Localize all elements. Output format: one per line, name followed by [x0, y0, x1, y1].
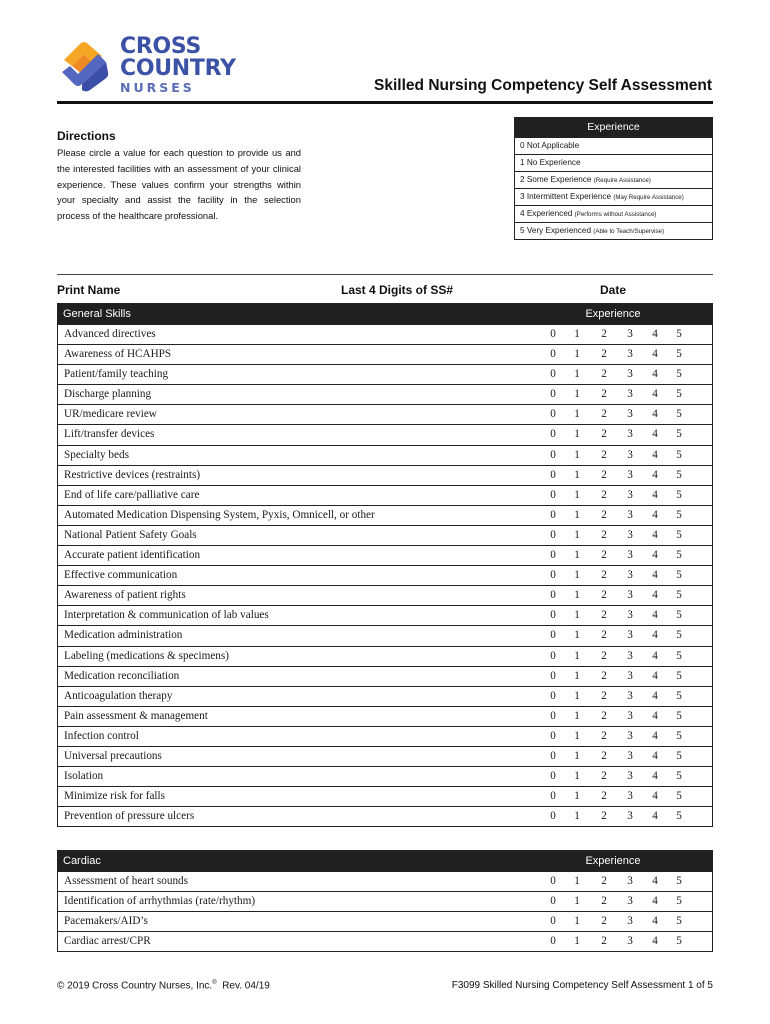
rating-option-4[interactable]: 4: [652, 669, 658, 682]
rating-option-0[interactable]: 0: [550, 488, 556, 501]
rating-option-5[interactable]: 5: [676, 749, 682, 762]
rating-option-4[interactable]: 4: [652, 328, 658, 340]
rating-option-3[interactable]: 3: [627, 749, 633, 762]
logo-text-nurses: NURSES: [120, 80, 195, 95]
rating-option-3[interactable]: 3: [627, 589, 633, 602]
rating-option-5[interactable]: 5: [676, 669, 682, 682]
skill-row: [58, 806, 712, 826]
skill-row: [58, 344, 712, 364]
skill-row: [58, 706, 712, 726]
rating-option-2[interactable]: 2: [601, 875, 607, 887]
section-title: General Skills: [63, 308, 131, 320]
skill-label: Medication administration: [64, 629, 183, 642]
rating-option-5[interactable]: 5: [676, 488, 682, 501]
rating-option-3[interactable]: 3: [627, 388, 633, 401]
skill-row: [58, 565, 712, 585]
logo-mark-icon: [58, 38, 112, 94]
rating-option-2[interactable]: 2: [601, 468, 607, 481]
rating-option-4[interactable]: 4: [652, 348, 658, 361]
rating-option-0[interactable]: 0: [550, 569, 556, 582]
skill-label: Interpretation & communication of lab values: [64, 609, 269, 622]
rating-option-5[interactable]: 5: [676, 770, 682, 783]
rating-option-5[interactable]: 5: [676, 649, 682, 662]
rating-option-3[interactable]: 3: [627, 915, 633, 928]
rating-option-5[interactable]: 5: [676, 368, 682, 381]
skill-row: [58, 726, 712, 746]
skill-row: [58, 445, 712, 465]
rating-option-2[interactable]: 2: [601, 629, 607, 642]
rating-option-0[interactable]: 0: [550, 609, 556, 622]
skill-label: Prevention of pressure ulcers: [64, 810, 195, 823]
rating-option-3[interactable]: 3: [627, 328, 633, 340]
skill-label: Universal precautions: [64, 749, 162, 762]
skill-row: [58, 605, 712, 625]
section-header: [58, 304, 712, 324]
rating-option-2[interactable]: 2: [601, 609, 607, 622]
skill-row: [58, 891, 712, 911]
rating-option-4[interactable]: 4: [652, 508, 658, 521]
skill-label: Pain assessment & management: [64, 709, 208, 722]
rating-option-4[interactable]: 4: [652, 790, 658, 803]
rating-option-1[interactable]: 1: [574, 468, 580, 481]
rating-option-4[interactable]: 4: [652, 689, 658, 702]
rating-option-1[interactable]: 1: [574, 528, 580, 541]
rating-option-3[interactable]: 3: [627, 488, 633, 501]
skill-label: UR/medicare review: [64, 408, 157, 421]
rating-option-0[interactable]: 0: [550, 875, 556, 887]
rating-option-5[interactable]: 5: [676, 388, 682, 401]
skill-label: Awareness of HCAHPS: [64, 348, 172, 361]
rating-option-5[interactable]: 5: [676, 549, 682, 562]
legend-item: 2 Some Experience (Require Assistance): [515, 171, 712, 188]
rating-option-0[interactable]: 0: [550, 388, 556, 401]
rating-option-2[interactable]: 2: [601, 348, 607, 361]
rating-option-0[interactable]: 0: [550, 428, 556, 441]
rating-option-2[interactable]: 2: [601, 770, 607, 783]
rating-option-2[interactable]: 2: [601, 810, 607, 823]
rating-option-4[interactable]: 4: [652, 709, 658, 722]
skill-row: [58, 404, 712, 424]
rating-option-5[interactable]: 5: [676, 709, 682, 722]
skill-label: Identification of arrhythmias (rate/rhythm): [64, 895, 256, 908]
rating-option-2[interactable]: 2: [601, 408, 607, 421]
rating-option-4[interactable]: 4: [652, 915, 658, 928]
rating-option-0[interactable]: 0: [550, 629, 556, 642]
rating-option-4[interactable]: 4: [652, 589, 658, 602]
rating-option-1[interactable]: 1: [574, 649, 580, 662]
skill-row: [58, 545, 712, 565]
skill-label: Discharge planning: [64, 388, 152, 401]
rating-option-1[interactable]: 1: [574, 790, 580, 803]
rating-option-4[interactable]: 4: [652, 549, 658, 562]
rating-option-5[interactable]: 5: [676, 428, 682, 441]
skill-row: [58, 585, 712, 605]
rating-option-5[interactable]: 5: [676, 528, 682, 541]
legend-item: 1 No Experience: [515, 154, 712, 171]
rating-option-3[interactable]: 3: [627, 810, 633, 823]
footer-form-id: F3099 Skilled Nursing Competency Self Assessment 1 of 5: [451, 980, 713, 991]
skill-row: [58, 525, 712, 545]
rating-option-2[interactable]: 2: [601, 428, 607, 441]
skill-label: Lift/transfer devices: [64, 428, 155, 441]
skill-row: [58, 384, 712, 404]
rating-option-2[interactable]: 2: [601, 448, 607, 461]
rating-option-1[interactable]: 1: [574, 689, 580, 702]
title-divider: [57, 101, 713, 104]
rating-option-3[interactable]: 3: [627, 709, 633, 722]
rating-option-0[interactable]: 0: [550, 649, 556, 662]
rating-option-2[interactable]: 2: [601, 328, 607, 340]
rating-option-4[interactable]: 4: [652, 468, 658, 481]
rating-option-5[interactable]: 5: [676, 729, 682, 742]
rating-option-3[interactable]: 3: [627, 790, 633, 803]
rating-option-1[interactable]: 1: [574, 328, 580, 340]
skill-label: Restrictive devices (restraints): [64, 468, 201, 481]
directions-text: Please circle a value for each question to provide us and the interested facilities with an assessment of your clinical experience. These values confirm your strengths within your specialty and assist the facility in the selection process of the healthcare professional.: [57, 147, 301, 222]
legend-item: 3 Intermittent Experience (May Require Assistance): [515, 188, 712, 205]
skill-label: Advanced directives: [64, 328, 156, 340]
rating-option-2[interactable]: 2: [601, 709, 607, 722]
rating-option-2[interactable]: 2: [601, 669, 607, 682]
skill-row: [58, 931, 712, 951]
skill-row: [58, 666, 712, 686]
rating-option-1[interactable]: 1: [574, 629, 580, 642]
rating-option-0[interactable]: 0: [550, 790, 556, 803]
rating-option-0[interactable]: 0: [550, 709, 556, 722]
rating-option-2[interactable]: 2: [601, 589, 607, 602]
skill-row: [58, 465, 712, 485]
rating-option-0[interactable]: 0: [550, 408, 556, 421]
rating-option-1[interactable]: 1: [574, 569, 580, 582]
skill-row: [58, 625, 712, 645]
skill-row: [58, 646, 712, 666]
rating-option-1[interactable]: 1: [574, 915, 580, 928]
skill-label: Pacemakers/AID’s: [64, 915, 148, 928]
rating-option-5[interactable]: 5: [676, 810, 682, 823]
rating-option-3[interactable]: 3: [627, 468, 633, 481]
skill-label: Patient/family teaching: [64, 368, 169, 381]
rating-option-0[interactable]: 0: [550, 729, 556, 742]
legend-header: Experience: [515, 118, 712, 137]
skill-label: Medication reconciliation: [64, 669, 180, 682]
rating-option-2[interactable]: 2: [601, 935, 607, 948]
rating-option-3[interactable]: 3: [627, 348, 633, 361]
rating-option-4[interactable]: 4: [652, 935, 658, 948]
rating-option-1[interactable]: 1: [574, 669, 580, 682]
rating-option-3[interactable]: 3: [627, 609, 633, 622]
rating-option-1[interactable]: 1: [574, 770, 580, 783]
skill-label: Minimize risk for falls: [64, 790, 165, 803]
skill-row: [58, 746, 712, 766]
rating-option-1[interactable]: 1: [574, 609, 580, 622]
rating-option-3[interactable]: 3: [627, 549, 633, 562]
rating-option-4[interactable]: 4: [652, 749, 658, 762]
rating-option-4[interactable]: 4: [652, 428, 658, 441]
skill-label: Anticoagulation therapy: [64, 689, 173, 702]
rating-option-2[interactable]: 2: [601, 488, 607, 501]
rating-option-4[interactable]: 4: [652, 895, 658, 908]
skill-row: [58, 686, 712, 706]
rating-option-4[interactable]: 4: [652, 609, 658, 622]
rating-option-2[interactable]: 2: [601, 528, 607, 541]
rating-option-0[interactable]: 0: [550, 749, 556, 762]
rating-option-4[interactable]: 4: [652, 388, 658, 401]
rating-option-5[interactable]: 5: [676, 629, 682, 642]
rating-option-4[interactable]: 4: [652, 528, 658, 541]
rating-option-3[interactable]: 3: [627, 428, 633, 441]
experience-header: Experience: [585, 308, 641, 320]
rating-option-5[interactable]: 5: [676, 328, 682, 340]
skill-label: Effective communication: [64, 569, 178, 582]
rating-option-1[interactable]: 1: [574, 875, 580, 887]
rating-option-3[interactable]: 3: [627, 935, 633, 948]
rating-option-5[interactable]: 5: [676, 448, 682, 461]
rating-option-5[interactable]: 5: [676, 875, 682, 887]
rating-option-3[interactable]: 3: [627, 729, 633, 742]
rating-option-5[interactable]: 5: [676, 935, 682, 948]
skill-row: [58, 911, 712, 931]
rating-option-0[interactable]: 0: [550, 669, 556, 682]
rating-option-4[interactable]: 4: [652, 649, 658, 662]
skill-label: End of life care/palliative care: [64, 488, 200, 501]
rating-option-5[interactable]: 5: [676, 895, 682, 908]
rating-option-2[interactable]: 2: [601, 749, 607, 762]
rating-option-0[interactable]: 0: [550, 348, 556, 361]
skill-row: [58, 364, 712, 384]
skill-row: [58, 324, 712, 344]
rating-option-5[interactable]: 5: [676, 569, 682, 582]
date-label: Date: [600, 283, 627, 297]
skill-label: Accurate patient identification: [64, 549, 201, 562]
signature-line[interactable]: [57, 274, 713, 275]
skill-label: Infection control: [64, 729, 139, 742]
rating-option-0[interactable]: 0: [550, 368, 556, 381]
rating-option-2[interactable]: 2: [601, 569, 607, 582]
rating-option-2[interactable]: 2: [601, 508, 607, 521]
rating-option-0[interactable]: 0: [550, 770, 556, 783]
skill-label: Labeling (medications & specimens): [64, 649, 229, 662]
rating-option-0[interactable]: 0: [550, 528, 556, 541]
rating-option-1[interactable]: 1: [574, 368, 580, 381]
skill-label: Assessment of heart sounds: [64, 875, 188, 887]
rating-option-4[interactable]: 4: [652, 729, 658, 742]
rating-option-3[interactable]: 3: [627, 528, 633, 541]
rating-option-5[interactable]: 5: [676, 408, 682, 421]
rating-option-2[interactable]: 2: [601, 368, 607, 381]
rating-option-0[interactable]: 0: [550, 689, 556, 702]
rating-option-2[interactable]: 2: [601, 895, 607, 908]
skill-row: [58, 786, 712, 806]
document-title: Skilled Nursing Competency Self Assessment: [374, 77, 712, 94]
rating-option-0[interactable]: 0: [550, 549, 556, 562]
rating-option-0[interactable]: 0: [550, 508, 556, 521]
rating-option-1[interactable]: 1: [574, 508, 580, 521]
skill-row: [58, 505, 712, 525]
rating-option-0[interactable]: 0: [550, 915, 556, 928]
skill-label: Cardiac arrest/CPR: [64, 935, 151, 948]
logo-text-country: COUNTRY: [120, 56, 236, 81]
rating-option-1[interactable]: 1: [574, 428, 580, 441]
rating-option-4[interactable]: 4: [652, 810, 658, 823]
rating-option-4[interactable]: 4: [652, 408, 658, 421]
rating-option-3[interactable]: 3: [627, 770, 633, 783]
skill-row: [58, 766, 712, 786]
rating-option-3[interactable]: 3: [627, 649, 633, 662]
skill-row: [58, 871, 712, 891]
skill-label: Awareness of patient rights: [64, 589, 186, 602]
rating-option-1[interactable]: 1: [574, 895, 580, 908]
experience-legend: [514, 117, 713, 240]
rating-option-3[interactable]: 3: [627, 408, 633, 421]
rating-option-1[interactable]: 1: [574, 709, 580, 722]
rating-option-1[interactable]: 1: [574, 729, 580, 742]
rating-option-2[interactable]: 2: [601, 388, 607, 401]
rating-option-4[interactable]: 4: [652, 875, 658, 887]
rating-option-3[interactable]: 3: [627, 368, 633, 381]
rating-option-5[interactable]: 5: [676, 790, 682, 803]
rating-option-5[interactable]: 5: [676, 348, 682, 361]
rating-option-1[interactable]: 1: [574, 388, 580, 401]
skill-label: Specialty beds: [64, 448, 129, 461]
rating-option-3[interactable]: 3: [627, 895, 633, 908]
section-title: Cardiac: [63, 855, 101, 867]
rating-option-0[interactable]: 0: [550, 589, 556, 602]
rating-option-1[interactable]: 1: [574, 935, 580, 948]
rating-option-4[interactable]: 4: [652, 488, 658, 501]
rating-option-5[interactable]: 5: [676, 689, 682, 702]
rating-option-1[interactable]: 1: [574, 549, 580, 562]
logo-text-cross: CROSS: [120, 34, 201, 59]
rating-option-2[interactable]: 2: [601, 649, 607, 662]
rating-option-1[interactable]: 1: [574, 488, 580, 501]
rating-option-4[interactable]: 4: [652, 368, 658, 381]
rating-option-0[interactable]: 0: [550, 328, 556, 340]
ssn-label: Last 4 Digits of SS#: [341, 283, 454, 297]
rating-option-3[interactable]: 3: [627, 629, 633, 642]
rating-option-2[interactable]: 2: [601, 790, 607, 803]
rating-option-2[interactable]: 2: [601, 729, 607, 742]
rating-option-5[interactable]: 5: [676, 468, 682, 481]
rating-option-1[interactable]: 1: [574, 749, 580, 762]
print-name-label: Print Name: [57, 283, 121, 297]
skills-table: [57, 850, 713, 952]
skill-label: Isolation: [64, 770, 104, 783]
rating-option-1[interactable]: 1: [574, 408, 580, 421]
rating-option-2[interactable]: 2: [601, 549, 607, 562]
rating-option-5[interactable]: 5: [676, 508, 682, 521]
legend-item: 4 Experienced (Performs without Assistance): [515, 205, 712, 222]
rating-option-4[interactable]: 4: [652, 569, 658, 582]
rating-option-2[interactable]: 2: [601, 689, 607, 702]
footer-copyright: © 2019 Cross Country Nurses, Inc.® Rev. 04/19: [57, 980, 270, 992]
rating-option-0[interactable]: 0: [550, 895, 556, 908]
rating-option-4[interactable]: 4: [652, 770, 658, 783]
legend-item: 0 Not Applicable: [515, 137, 712, 154]
rating-option-5[interactable]: 5: [676, 589, 682, 602]
rating-option-3[interactable]: 3: [627, 689, 633, 702]
rating-option-0[interactable]: 0: [550, 935, 556, 948]
rating-option-1[interactable]: 1: [574, 810, 580, 823]
legend-item: 5 Very Experienced (Able to Teach/Supervise): [515, 222, 712, 239]
skill-row: [58, 424, 712, 444]
rating-option-0[interactable]: 0: [550, 448, 556, 461]
skill-label: Automated Medication Dispensing System, Pyxis, Omnicell, or other: [64, 508, 375, 521]
company-logo: [58, 36, 238, 98]
rating-option-0[interactable]: 0: [550, 810, 556, 823]
experience-header: Experience: [585, 855, 641, 867]
rating-option-4[interactable]: 4: [652, 629, 658, 642]
skill-row: [58, 485, 712, 505]
rating-option-1[interactable]: 1: [574, 348, 580, 361]
rating-option-4[interactable]: 4: [652, 448, 658, 461]
rating-option-3[interactable]: 3: [627, 569, 633, 582]
rating-option-5[interactable]: 5: [676, 609, 682, 622]
rating-option-5[interactable]: 5: [676, 915, 682, 928]
rating-option-3[interactable]: 3: [627, 448, 633, 461]
rating-option-2[interactable]: 2: [601, 915, 607, 928]
rating-option-1[interactable]: 1: [574, 448, 580, 461]
rating-option-3[interactable]: 3: [627, 875, 633, 887]
directions-heading: Directions: [57, 129, 116, 143]
section-header: [58, 851, 712, 871]
rating-option-1[interactable]: 1: [574, 589, 580, 602]
skills-table: [57, 303, 713, 827]
skill-label: National Patient Safety Goals: [64, 528, 197, 541]
rating-option-3[interactable]: 3: [627, 669, 633, 682]
rating-option-3[interactable]: 3: [627, 508, 633, 521]
rating-option-0[interactable]: 0: [550, 468, 556, 481]
